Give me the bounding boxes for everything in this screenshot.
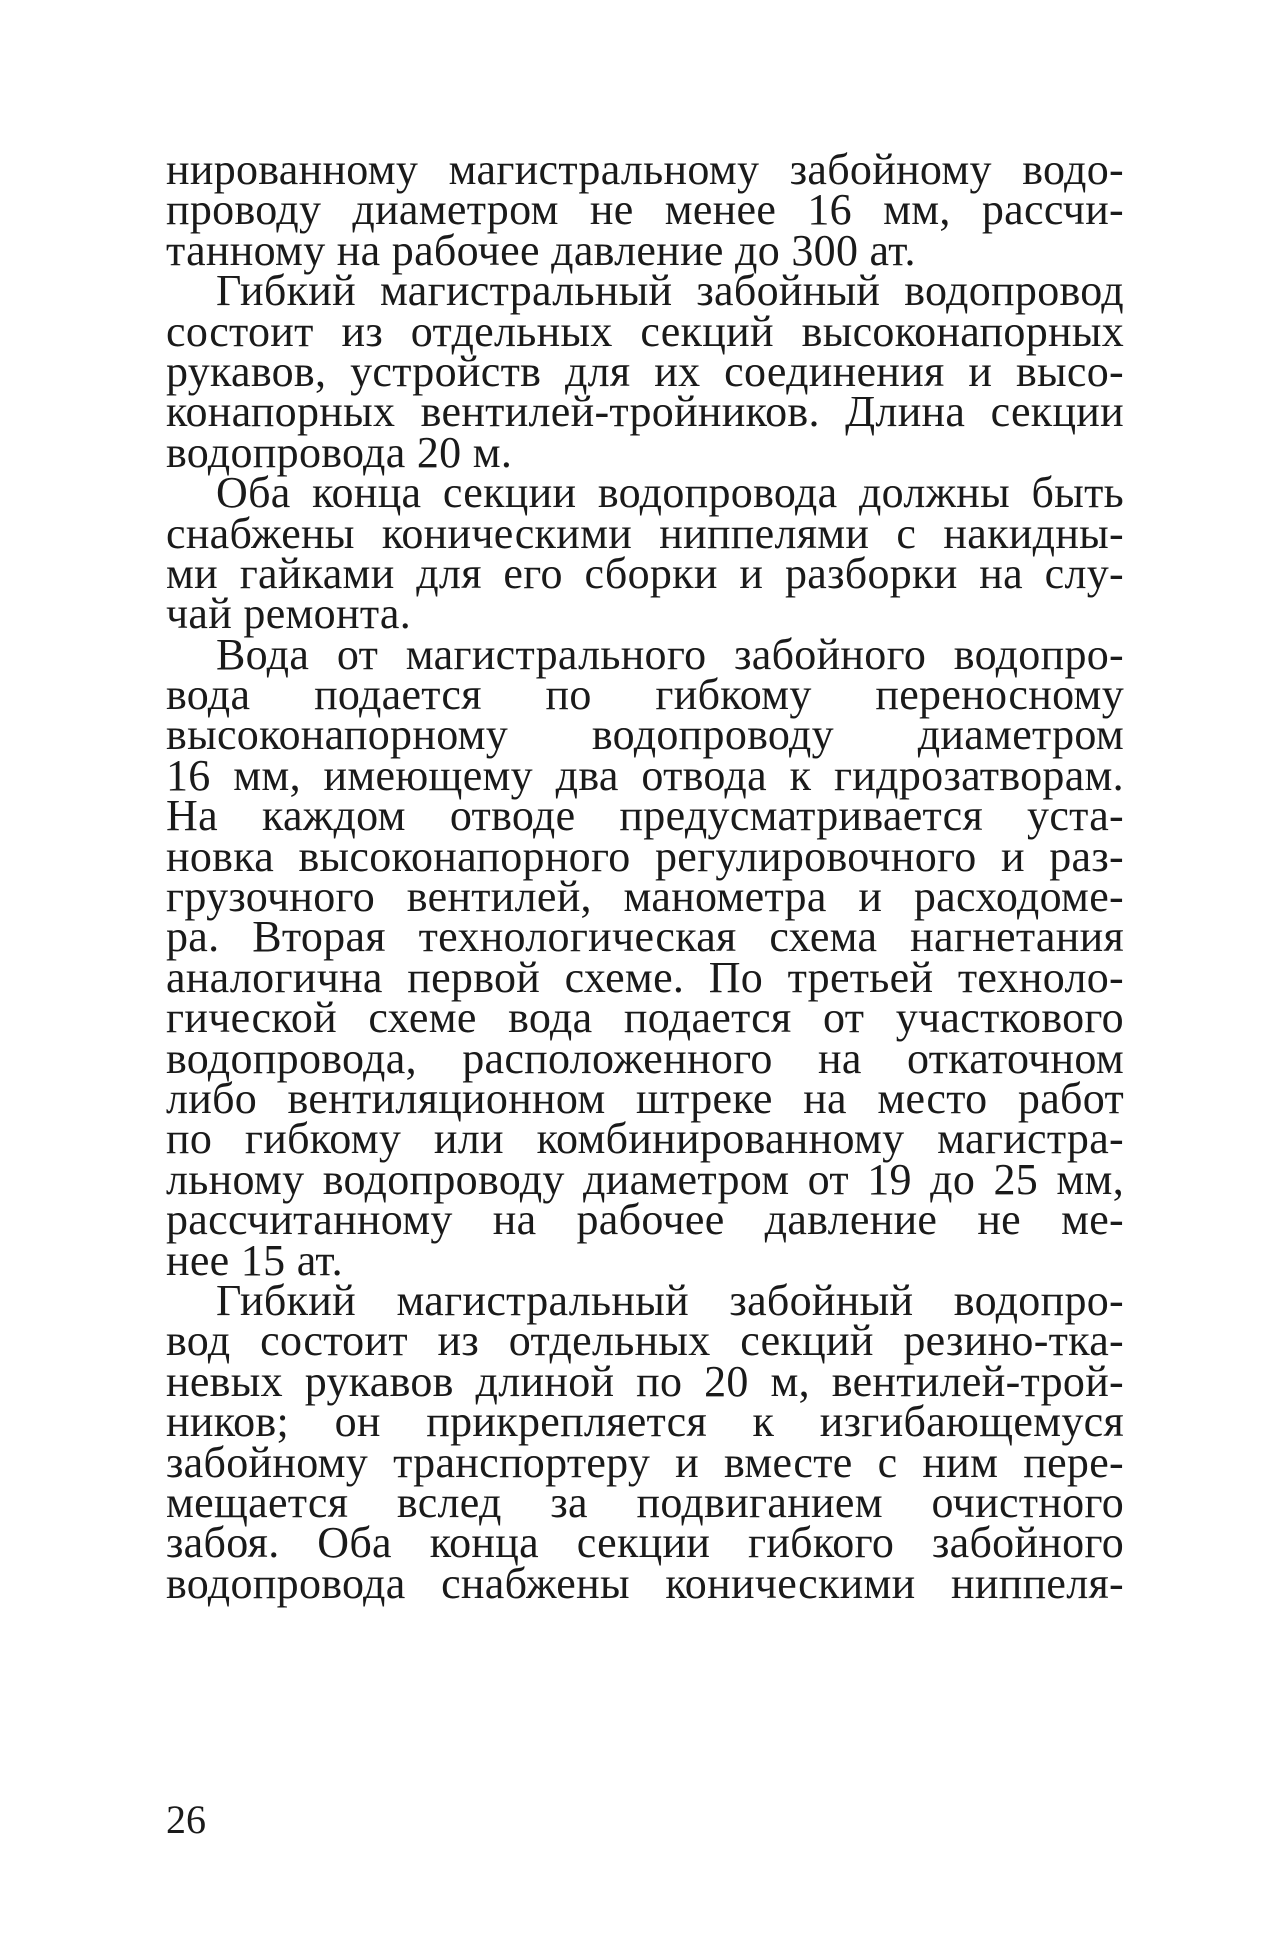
text-line: высоконапорному водопроводу диаметром (166, 710, 1124, 760)
text-line: водопровода, расположенного на откаточном (166, 1033, 1124, 1083)
text-line: гической схеме вода подается от участкового (166, 993, 1124, 1043)
text-line: по гибкому или комбинированному магистра- (166, 1114, 1124, 1164)
text-lines (166, 145, 1124, 1608)
text-line: либо вентиляционном штреке на место работ (166, 1073, 1124, 1123)
text-line: На каждом отводе предусматривается уста- (166, 791, 1124, 841)
text-line: рукавов, устройств для их соединения и высо- (166, 346, 1124, 396)
text-line: Оба конца секции водопровода должны быть (216, 468, 1124, 518)
text-line: Вода от магистрального забойного водопро- (216, 629, 1124, 679)
text-line: вода подается по гибкому переносному (166, 670, 1124, 720)
document-body (166, 145, 1124, 1608)
text-line: ми гайками для его сборки и разборки на слу- (166, 548, 1124, 598)
text-line: забойному транспортеру и вместе с ним пере- (166, 1437, 1124, 1487)
text-line: аналогична первой схеме. По третьей техноло- (166, 952, 1124, 1002)
text-line: водопровода снабжены коническими ниппеля- (166, 1558, 1124, 1608)
text-line: вод состоит из отдельных секций резино-тка- (166, 1316, 1124, 1366)
text-line: чай ремонта. (166, 589, 412, 639)
text-line: Гибкий магистральный забойный водопро- (216, 1275, 1124, 1325)
text-line: мещается вслед за подвиганием очистного (166, 1477, 1124, 1527)
text-line: снабжены коническими ниппелями с накидны- (166, 508, 1124, 558)
text-line: забоя. Оба конца секции гибкого забойного (166, 1518, 1124, 1568)
text-line: льному водопроводу диаметром от 19 до 25 мм, (166, 1154, 1124, 1204)
text-line: танному на рабочее давление до 300 ат. (166, 225, 916, 275)
text-line: грузочного вентилей, манометра и расходоме- (166, 872, 1124, 922)
text-line: нее 15 ат. (166, 1235, 343, 1285)
text-line: водопровода 20 м. (166, 427, 513, 477)
text-line: конапорных вентилей-тройников. Длина секции (166, 387, 1124, 437)
text-line: ра. Вторая технологическая схема нагнетания (166, 912, 1124, 962)
page-number: 26 (166, 1797, 206, 1842)
text-line: Гибкий магистральный забойный водопровод (216, 266, 1124, 316)
text-line: невых рукавов длиной по 20 м, вентилей-трой- (166, 1356, 1124, 1406)
text-line: нированному магистральному забойному водо- (166, 145, 1124, 194)
text-line: состоит из отдельных секций высоконапорных (166, 306, 1124, 356)
text-line: рассчитанному на рабочее давление не ме- (166, 1195, 1124, 1245)
text-line: ников; он прикрепляется к изгибающемуся (166, 1397, 1124, 1447)
text-line: проводу диаметром не менее 16 мм, рассчи- (166, 185, 1124, 235)
text-line: новка высоконапорного регулировочного и раз- (166, 831, 1124, 881)
text-line: 16 мм, имеющему два отвода к гидрозатворам. (166, 750, 1124, 800)
